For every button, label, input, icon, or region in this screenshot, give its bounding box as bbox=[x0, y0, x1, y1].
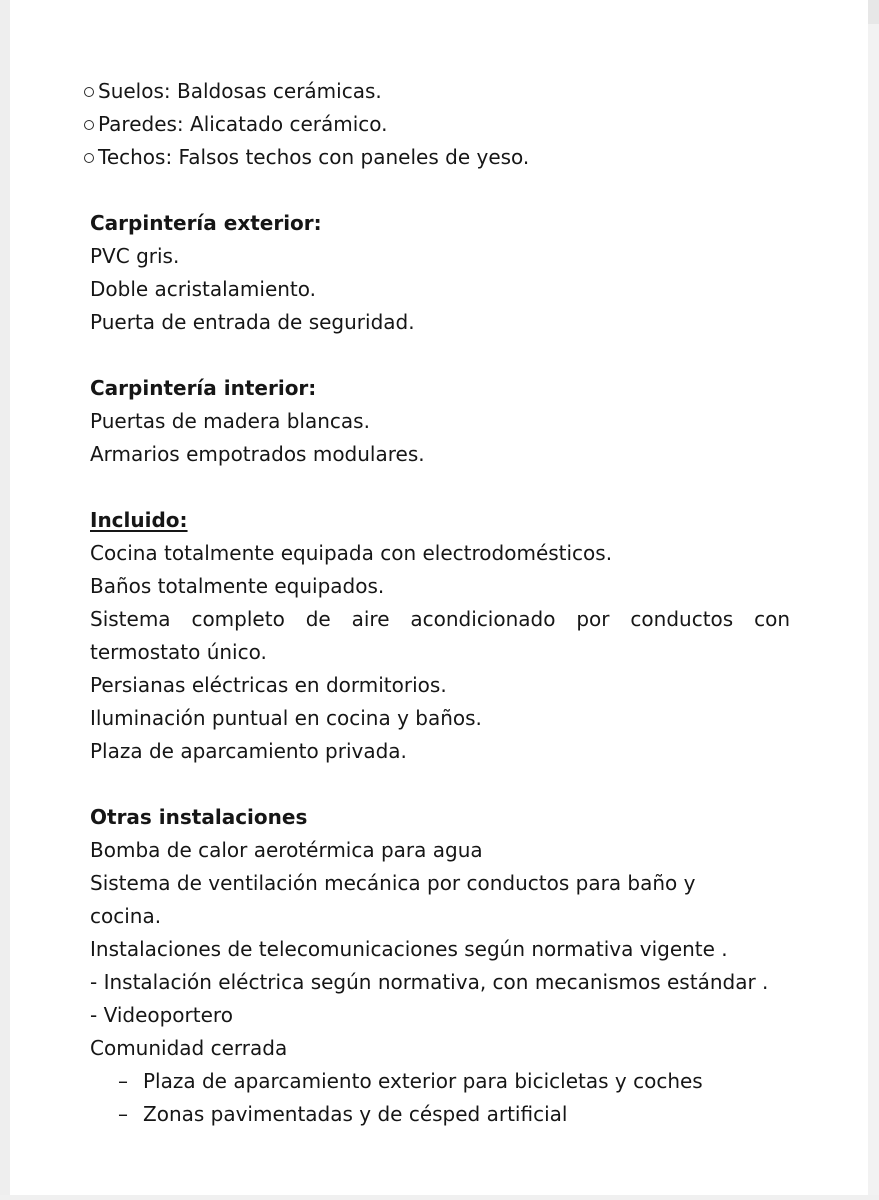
page-margin-bottom bbox=[0, 1195, 879, 1200]
paragraph: Persianas eléctricas en dormitorios. bbox=[90, 673, 447, 697]
dash-text: Zonas pavimentadas y de césped artificial bbox=[143, 1102, 568, 1126]
paragraph: Puertas de madera blancas. bbox=[90, 409, 370, 433]
paragraph: PVC gris. bbox=[90, 244, 180, 268]
section-carpinteria-interior bbox=[90, 372, 790, 471]
paragraph: Instalaciones de telecomunicaciones según normativa vigente . bbox=[90, 937, 728, 961]
dash-icon: – bbox=[118, 1102, 128, 1126]
section-otras-instalaciones bbox=[90, 801, 790, 1131]
paragraph: Puerta de entrada de seguridad. bbox=[90, 310, 415, 334]
circle-bullet-icon bbox=[84, 120, 94, 130]
paragraph: Plaza de aparcamiento privada. bbox=[90, 739, 407, 763]
section-heading: Carpintería interior: bbox=[90, 376, 317, 400]
document-page bbox=[10, 0, 868, 1195]
paragraph: Bomba de calor aerotérmica para agua bbox=[90, 838, 483, 862]
bullet-text: Suelos: Baldosas cerámicas. bbox=[98, 79, 382, 103]
bullet-item bbox=[84, 108, 790, 141]
section-heading: Otras instalaciones bbox=[90, 805, 308, 829]
circle-bullet-icon bbox=[84, 153, 94, 163]
paragraph: Baños totalmente equipados. bbox=[90, 574, 385, 598]
paragraph: Comunidad cerrada bbox=[90, 1036, 288, 1060]
paragraph: Doble acristalamiento. bbox=[90, 277, 317, 301]
page-margin-left bbox=[0, 0, 10, 1200]
dash-item bbox=[90, 1098, 790, 1131]
section-carpinteria-exterior bbox=[90, 207, 790, 339]
bullet-text: Paredes: Alicatado cerámico. bbox=[98, 112, 388, 136]
section-incluido bbox=[90, 504, 790, 768]
dash-list bbox=[90, 1065, 790, 1131]
dash-text: Plaza de aparcamiento exterior para bicicletas y coches bbox=[143, 1069, 703, 1093]
paragraph: Armarios empotrados modulares. bbox=[90, 442, 425, 466]
paragraph: - Videoportero bbox=[90, 1003, 233, 1027]
paragraph: Cocina totalmente equipada con electrodomésticos. bbox=[90, 541, 613, 565]
bullet-item bbox=[84, 141, 790, 174]
bullet-item bbox=[84, 75, 790, 108]
paragraph: - Instalación eléctrica según normativa, con mecanismos estándar . bbox=[90, 970, 769, 994]
dash-item bbox=[90, 1065, 790, 1098]
scrollbar-thumb[interactable] bbox=[868, 0, 879, 24]
document-content bbox=[90, 0, 790, 1131]
scrollbar-track[interactable] bbox=[868, 0, 879, 1200]
section-heading: Carpintería exterior: bbox=[90, 211, 322, 235]
bullet-text: Techos: Falsos techos con paneles de yeso. bbox=[98, 145, 530, 169]
paragraph: Iluminación puntual en cocina y baños. bbox=[90, 706, 482, 730]
dash-icon: – bbox=[118, 1069, 128, 1093]
paragraph: Sistema completo de aire acondicionado por conductos con termostato único. bbox=[90, 607, 790, 664]
intro-bullet-list bbox=[90, 75, 790, 174]
section-heading: Incluido: bbox=[90, 508, 188, 532]
paragraph: Sistema de ventilación mecánica por conductos para baño y cocina. bbox=[90, 871, 696, 928]
circle-bullet-icon bbox=[84, 87, 94, 97]
